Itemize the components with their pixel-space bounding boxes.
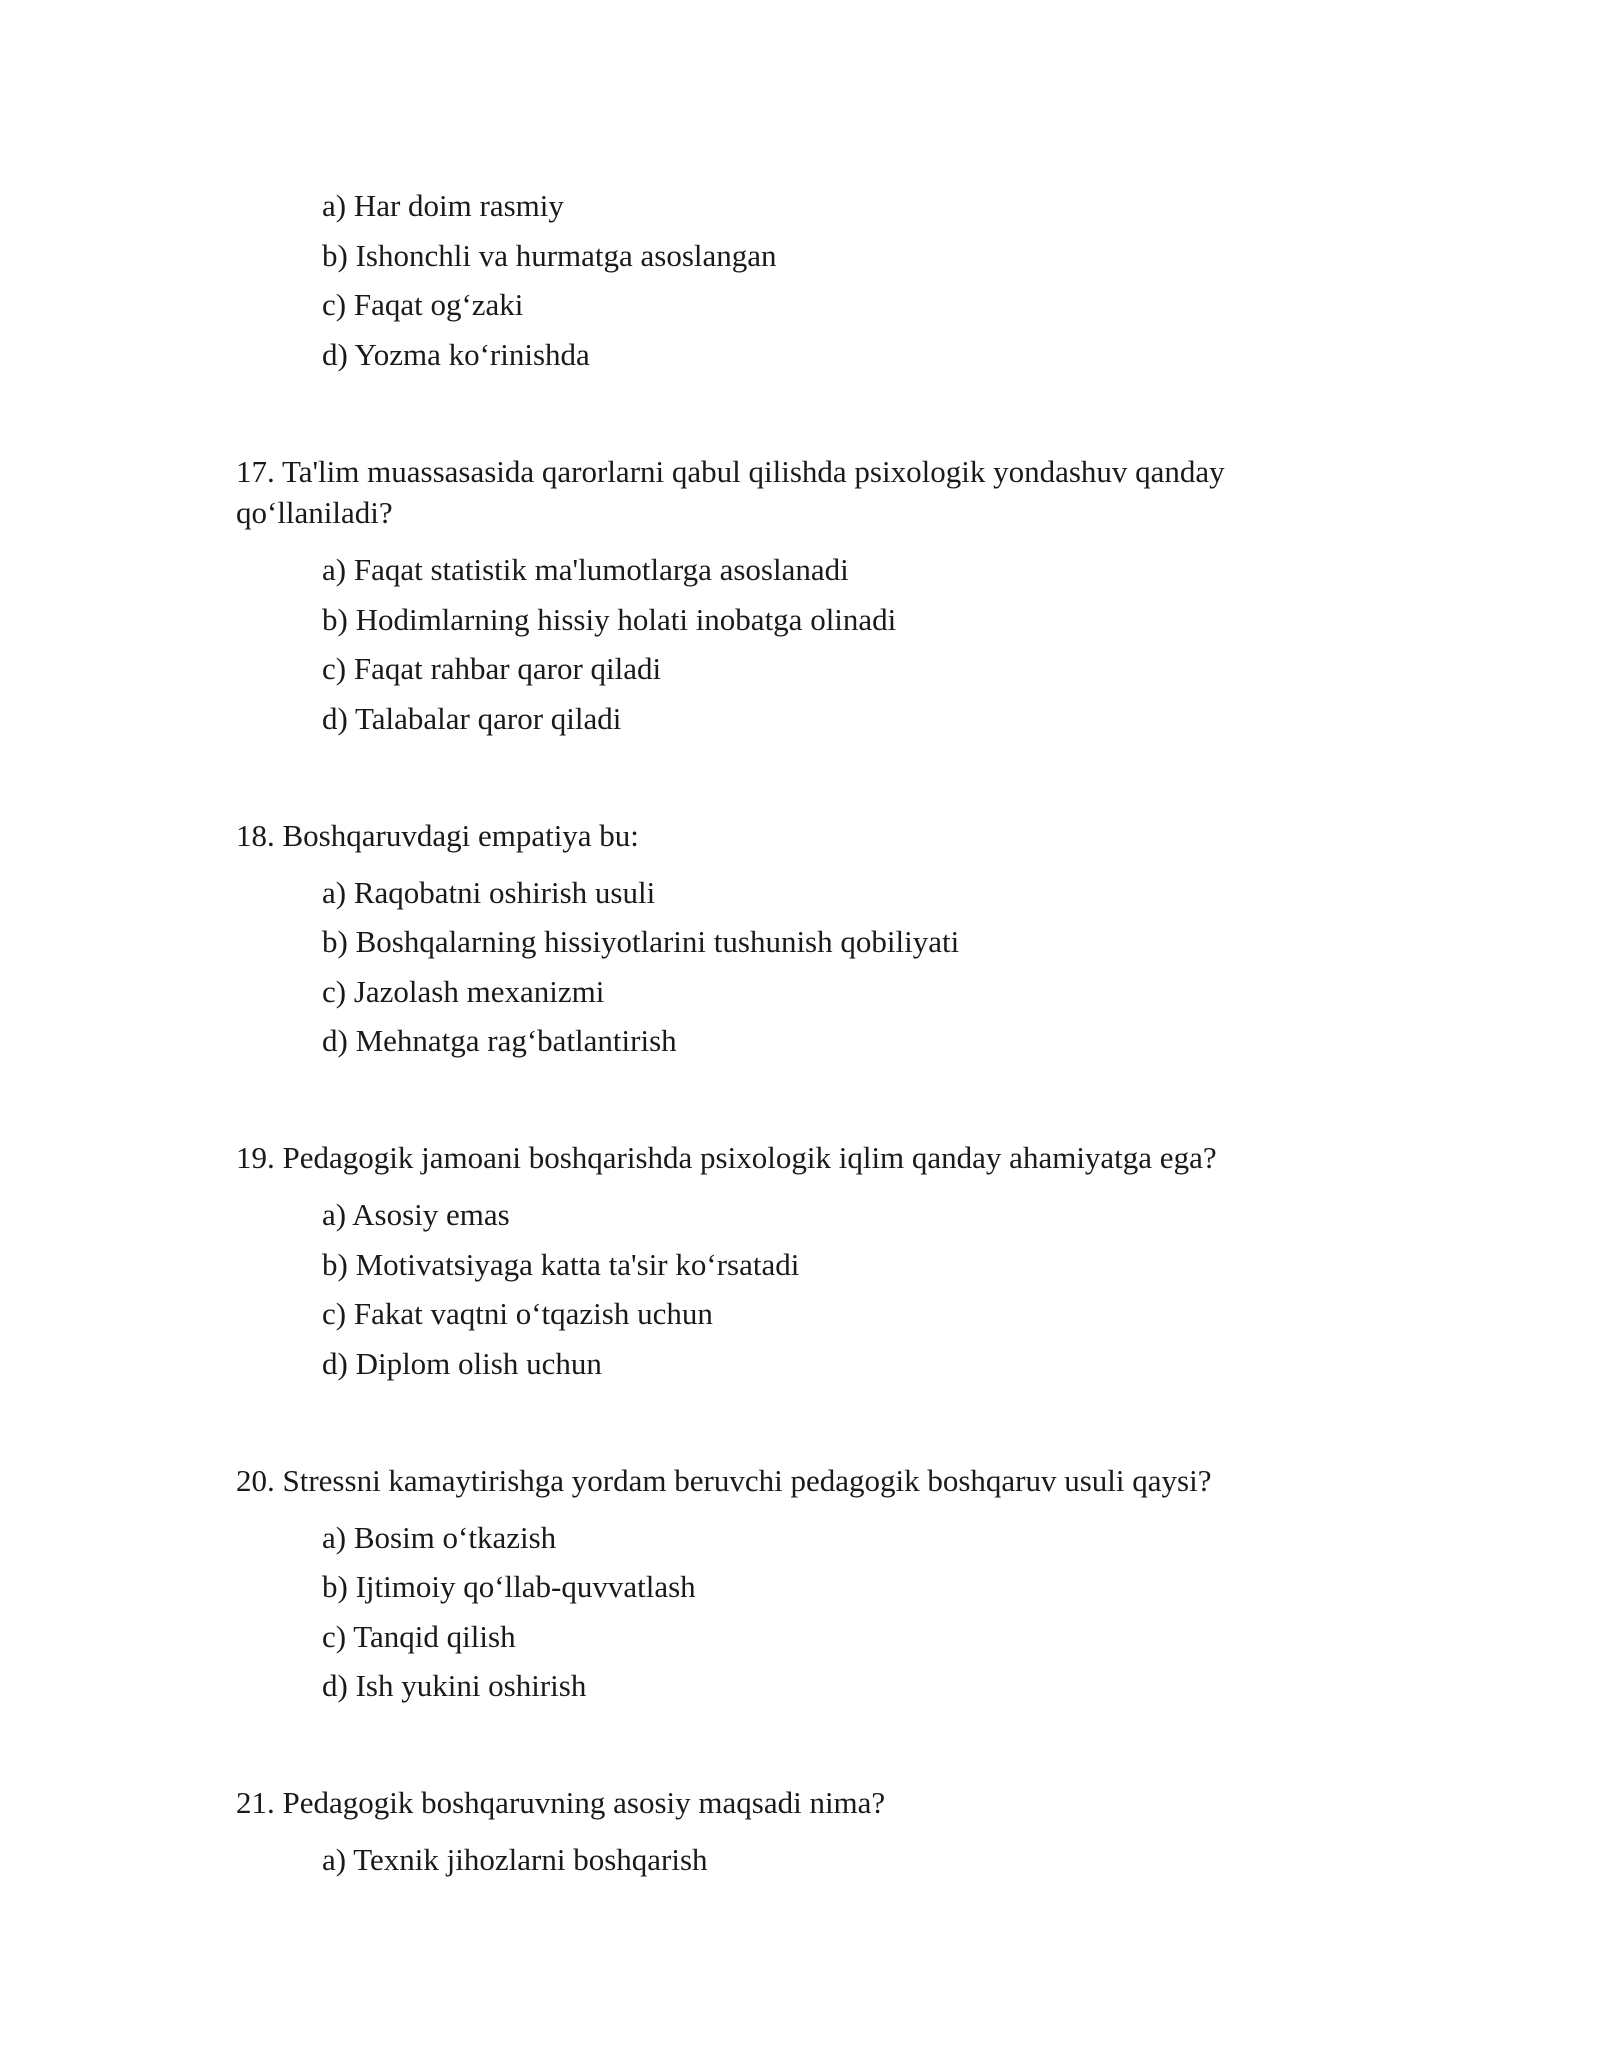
- question-20-text: 20. Stressni kamaytirishga yordam beruvchi pedagogik boshqaruv usuli qaysi?: [236, 1463, 1212, 1498]
- question-18-text: 18. Boshqaruvdagi empatiya bu:: [236, 818, 639, 853]
- option-b: b) Hodimlarning hissiy holati inobatga olinadi: [322, 602, 897, 637]
- option-a: a) Bosim o‘tkazish: [322, 1520, 557, 1555]
- option-a: a) Asosiy emas: [322, 1197, 510, 1232]
- option-d: d) Mehnatga rag‘batlantirish: [322, 1023, 677, 1058]
- option-c: c) Jazolash mexanizmi: [322, 974, 605, 1009]
- option-a: a) Raqobatni oshirish usuli: [322, 875, 656, 910]
- option-b: b) Ishonchli va hurmatga asoslangan: [322, 238, 777, 273]
- option-d: d) Diplom olish uchun: [322, 1346, 602, 1381]
- option-d: d) Talabalar qaror qiladi: [322, 701, 622, 736]
- question-17-text: 17. Ta'lim muassasasida qarorlarni qabul qilishda psixologik yondashuv qanday: [236, 454, 1225, 489]
- option-c: c) Tanqid qilish: [322, 1619, 516, 1654]
- option-a: a) Faqat statistik ma'lumotlarga asoslanadi: [322, 552, 849, 587]
- option-d: d) Yozma ko‘rinishda: [322, 337, 590, 372]
- option-c: c) Faqat og‘zaki: [322, 287, 524, 322]
- option-c: c) Fakat vaqtni o‘tqazish uchun: [322, 1296, 713, 1331]
- option-b: b) Ijtimoiy qo‘llab-quvvatlash: [322, 1569, 696, 1604]
- option-a: a) Har doim rasmiy: [322, 188, 564, 223]
- question-19-text: 19. Pedagogik jamoani boshqarishda psixologik iqlim qanday ahamiyatga ega?: [236, 1140, 1217, 1175]
- option-a: a) Texnik jihozlarni boshqarish: [322, 1842, 708, 1877]
- option-b: b) Motivatsiyaga katta ta'sir ko‘rsatadi: [322, 1247, 800, 1282]
- option-b: b) Boshqalarning hissiyotlarini tushunish qobiliyati: [322, 924, 960, 959]
- option-d: d) Ish yukini oshirish: [322, 1668, 587, 1703]
- option-c: c) Faqat rahbar qaror qiladi: [322, 651, 662, 686]
- question-17-text-continued: qo‘llaniladi?: [236, 495, 393, 530]
- question-21-text: 21. Pedagogik boshqaruvning asosiy maqsadi nima?: [236, 1785, 886, 1820]
